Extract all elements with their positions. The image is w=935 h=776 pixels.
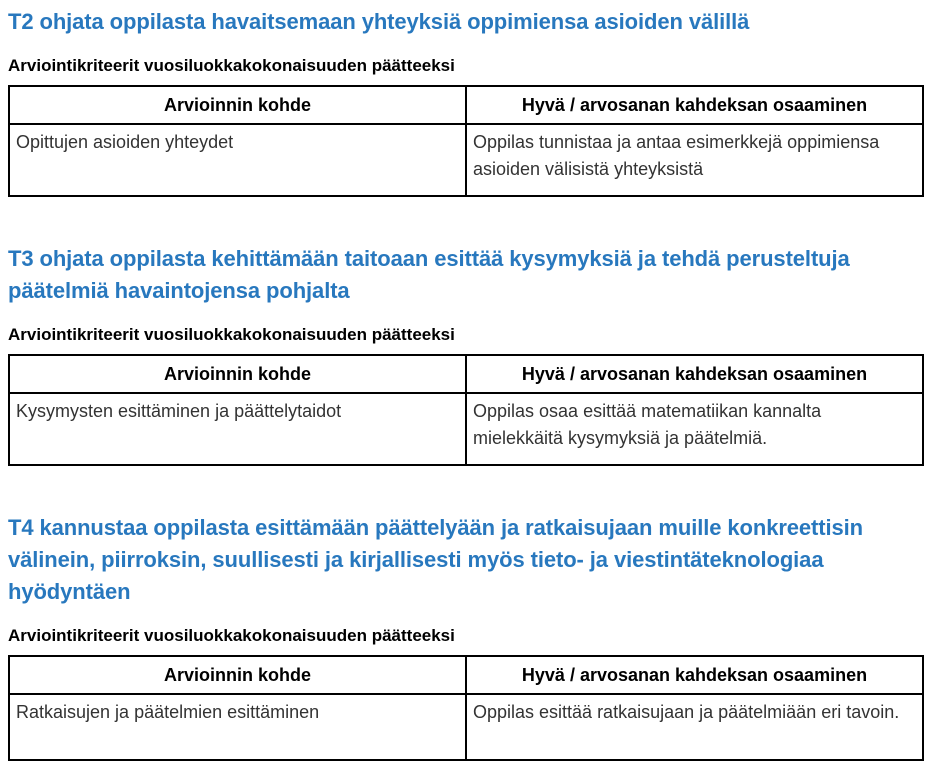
criteria-table-t3 <box>8 354 924 466</box>
column-header-grade-eight-competence: Hyvä / arvosanan kahdeksan osaaminen <box>466 656 923 694</box>
column-header-grade-eight-competence: Hyvä / arvosanan kahdeksan osaaminen <box>466 86 923 124</box>
table-header-row <box>9 656 923 694</box>
competence-description-cell: Oppilas esittää ratkaisujaan ja päätelmiään eri tavoin. <box>466 694 923 760</box>
column-header-assessment-target: Arvioinnin kohde <box>9 355 466 393</box>
competence-description-cell: Oppilas tunnistaa ja antaa esimerkkejä oppimiensa asioiden välisistä yhteyksistä <box>466 124 923 196</box>
column-header-grade-eight-competence: Hyvä / arvosanan kahdeksan osaaminen <box>466 355 923 393</box>
section-t3 <box>8 243 926 466</box>
table-row <box>9 393 923 465</box>
table-header-row <box>9 86 923 124</box>
assessment-criteria-document <box>8 6 926 761</box>
section-t4 <box>8 512 926 761</box>
objective-heading-t4: T4 kannustaa oppilasta esittämään päättelyään ja ratkaisujaan muille konkreettisin välinein, piirroksin, suullisesti ja kirjallisesti myös tieto- ja viestintäteknologiaa hyödyntäen <box>8 515 864 604</box>
objective-heading-t3: T3 ohjata oppilasta kehittämään taitoaan esittää kysymyksiä ja tehdä perusteltuja päätelmiä havaintojensa pohjalta <box>8 246 850 303</box>
criteria-label: Arviointikriteerit vuosiluokkakokonaisuuden päätteeksi <box>8 626 455 645</box>
column-header-assessment-target: Arvioinnin kohde <box>9 86 466 124</box>
criteria-label: Arviointikriteerit vuosiluokkakokonaisuuden päätteeksi <box>8 325 455 344</box>
assessment-target-cell: Kysymysten esittäminen ja päättelytaidot <box>9 393 466 465</box>
objective-heading-t2: T2 ohjata oppilasta havaitsemaan yhteyksiä oppimiensa asioiden välillä <box>8 9 750 34</box>
table-header-row <box>9 355 923 393</box>
assessment-target-cell: Opittujen asioiden yhteydet <box>9 124 466 196</box>
table-row <box>9 694 923 760</box>
competence-description-cell: Oppilas osaa esittää matematiikan kannalta mielekkäitä kysymyksiä ja päätelmiä. <box>466 393 923 465</box>
section-t2 <box>8 6 926 197</box>
table-row <box>9 124 923 196</box>
column-header-assessment-target: Arvioinnin kohde <box>9 656 466 694</box>
criteria-table-t2 <box>8 85 924 197</box>
criteria-table-t4 <box>8 655 924 761</box>
criteria-label: Arviointikriteerit vuosiluokkakokonaisuuden päätteeksi <box>8 56 455 75</box>
assessment-target-cell: Ratkaisujen ja päätelmien esittäminen <box>9 694 466 760</box>
